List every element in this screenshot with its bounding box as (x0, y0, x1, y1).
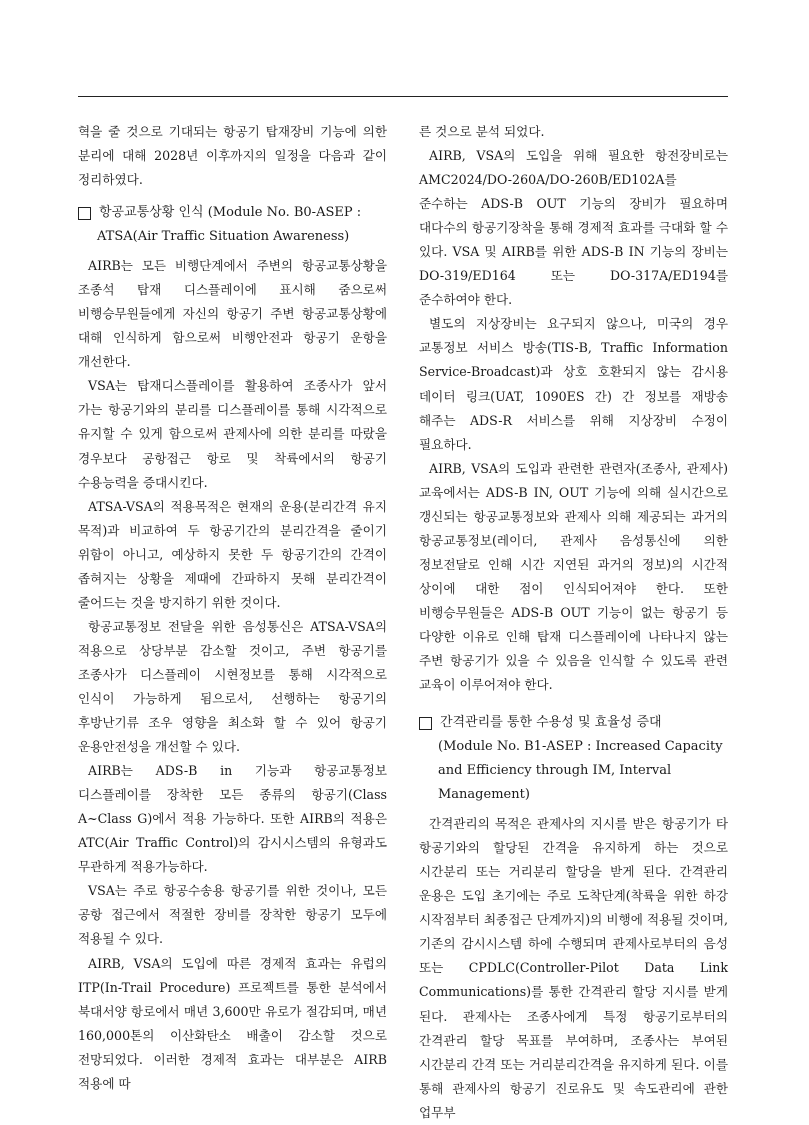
checkbox-bullet-icon (78, 207, 91, 220)
checkbox-bullet-icon (419, 717, 432, 730)
section-heading-im (419, 711, 728, 807)
paragraph: ATSA-VSA의 적용목적은 현재의 운용(분리간격 유지 목적)과 비교하여 두 항공기간의 분리간격을 줄이기 위함이 아니고, 예상하지 못한 두 항공기간의 간격이 좁혀지는 상황을 제때에 간파하지 못해 분리간격이 줄어드는 것을 방지하기 위한 것이다. (78, 498, 387, 610)
paragraph: 혁을 줄 것으로 기대되는 항공기 탑재장비 기능에 의한 분리에 대해 2028년 이후까지의 일정을 다음과 같이 정리하였다. (78, 124, 387, 188)
left-column (78, 120, 387, 1096)
paragraph: AIRB, VSA의 도입과 관련한 관련자(조종사, 관제사) 교육에서는 ADS-B IN, OUT 기능에 의해 실시간으로 갱신되는 항공교통정보와 관제사 의해 제공되는 과거의 항공교통정보(레이더, 관제사 음성통신에 의한 정보전달로 인해 시간 지연된 과거의 정보)의 시간적 상이에 대한 점이 인식되어져야 한다. 또한 비행승무원들은 ADS-B OUT 기능이 없는 항공기 등 다양한 이유로 인해 탑재 디스플레이에 나타나지 않는 주변 항공기가 있을 수 있음을 인식할 수 있도록 관련 교육이 이루어져야 한다. (419, 460, 728, 693)
paragraph: VSA는 탑재디스플레이를 활용하여 조종사가 앞서 가는 항공기와의 분리를 디스플레이를 통해 시각적으로 유지할 수 있게 함으로써 관제사에 의한 분리를 따랐을 경우보다 공항접근 항로 및 착륙에서의 항공기 수용능력을 증대시킨다. (78, 378, 387, 490)
section-heading-atsa (78, 201, 387, 249)
paragraph: VSA는 주로 항공수송용 항공기를 위한 것이나, 모든 공항 접근에서 적절한 장비를 장착한 항공기 모두에 적용될 수 있다. (78, 883, 387, 947)
paragraph: 항공교통정보 전달을 위한 음성통신은 ATSA-VSA의 적용으로 상당부분 감소할 것이고, 주변 항공기를 조종사가 디스플레이 시현정보를 통해 시각적으로 인식이 가능하게 됨으로서, 선행하는 항공기의 후방난기류 조우 영향을 최소화 할 수 있어 항공기 운용안전성을 개선할 수 있다. (78, 618, 387, 755)
paragraph: AIRB, VSA의 도입을 위해 필요한 항전장비로는 AMC2024/DO-260A/DO-260B/ED102A를 준수하는 ADS-B OUT 기능의 장비가 필요하며 대다수의 항공기장착을 통해 경제적 효과를 극대화 할 수 있다. VSA 및 AIRB를 위한 ADS-B IN 기능의 장비는 DO-319/ED164 또는 DO-317A/ED194를 준수하여야 한다. (419, 148, 728, 308)
section-heading-line1: 항공교통상황 인식 (Module No. B0-ASEP : (99, 205, 362, 221)
right-column (419, 120, 728, 1125)
section-heading-line2: ATSA(Air Traffic Situation Awareness) (97, 229, 350, 245)
paragraph: 른 것으로 분석 되었다. (419, 124, 545, 139)
paragraph: 별도의 지상장비는 요구되지 않으나, 미국의 경우 교통정보 서비스 방송(TIS-B, Traffic Information Service-Broadcast)과 상호 호환되지 않는 감시용 데이터 링크(UAT, 1090ES 간) 간 정보를 재방송 해주는 ADS-R 서비스를 위해 지상장비 수정이 필요하다. (419, 316, 728, 452)
header-rule (78, 96, 728, 97)
paragraph: AIRB는 ADS-B in 기능과 항공교통정보 디스플레이를 장착한 모든 종류의 항공기(Class A~Class G)에서 적용 가능하다. 또한 AIRB의 적용은 ATC(Air Traffic Control)의 감시시스템의 유형과도 무관하게 적용가능하다. (78, 763, 387, 875)
paragraph: 간격관리의 목적은 관제사의 지시를 받은 항공기가 타 항공기와의 할당된 간격을 유지하게 하는 것으로 시간분리 또는 거리분리 할당을 받게 된다. 간격관리 운용은 도입 초기에는 주로 도착단계(착륙을 위한 하강 시작점부터 최종접근 단계까지)의 비행에 적용될 것이며, 기존의 감시시스템 하에 수행되며 관제사로부터의 음성 또는 CPDLC(Controller-Pilot Data Link Communications)를 통한 간격관리 할당 지시를 받게 된다. 관제사는 조종사에게 특정 항공기로부터의 간격관리 할당 목표를 부여하며, 조종사는 부여된 시간분리 간격 또는 거리분리간격을 유지하게 된다. 이를 통해 관제사의 항공기 진로유도 및 속도관리에 관한 업무부 (419, 816, 728, 1120)
section-heading-line1: 간격관리를 통한 수용성 및 효율성 증대 (440, 715, 662, 731)
section-heading-line2: (Module No. B1-ASEP : Increased Capacity and Efficiency through IM, Interval Management) (438, 739, 723, 803)
paragraph: AIRB, VSA의 도입에 따른 경제적 효과는 유럽의 ITP(In-Trail Procedure) 프로젝트를 통한 분석에서 북대서양 항로에서 매년 3,600만 유로가 절감되며, 매년 160,000톤의 이산화탄소 배출이 감소할 것으로 전망되었다. 이러한 경제적 효과는 대부분은 AIRB 적용에 따 (78, 955, 387, 1091)
paragraph: AIRB는 모든 비행단계에서 주변의 항공교통상황을 조종석 탑재 디스플레이에 표시해 줌으로써 비행승무원들에게 자신의 항공기 주변 항공교통상황에 대해 인식하게 함으로써 비행안전과 항공기 운항을 개선한다. (78, 258, 387, 370)
